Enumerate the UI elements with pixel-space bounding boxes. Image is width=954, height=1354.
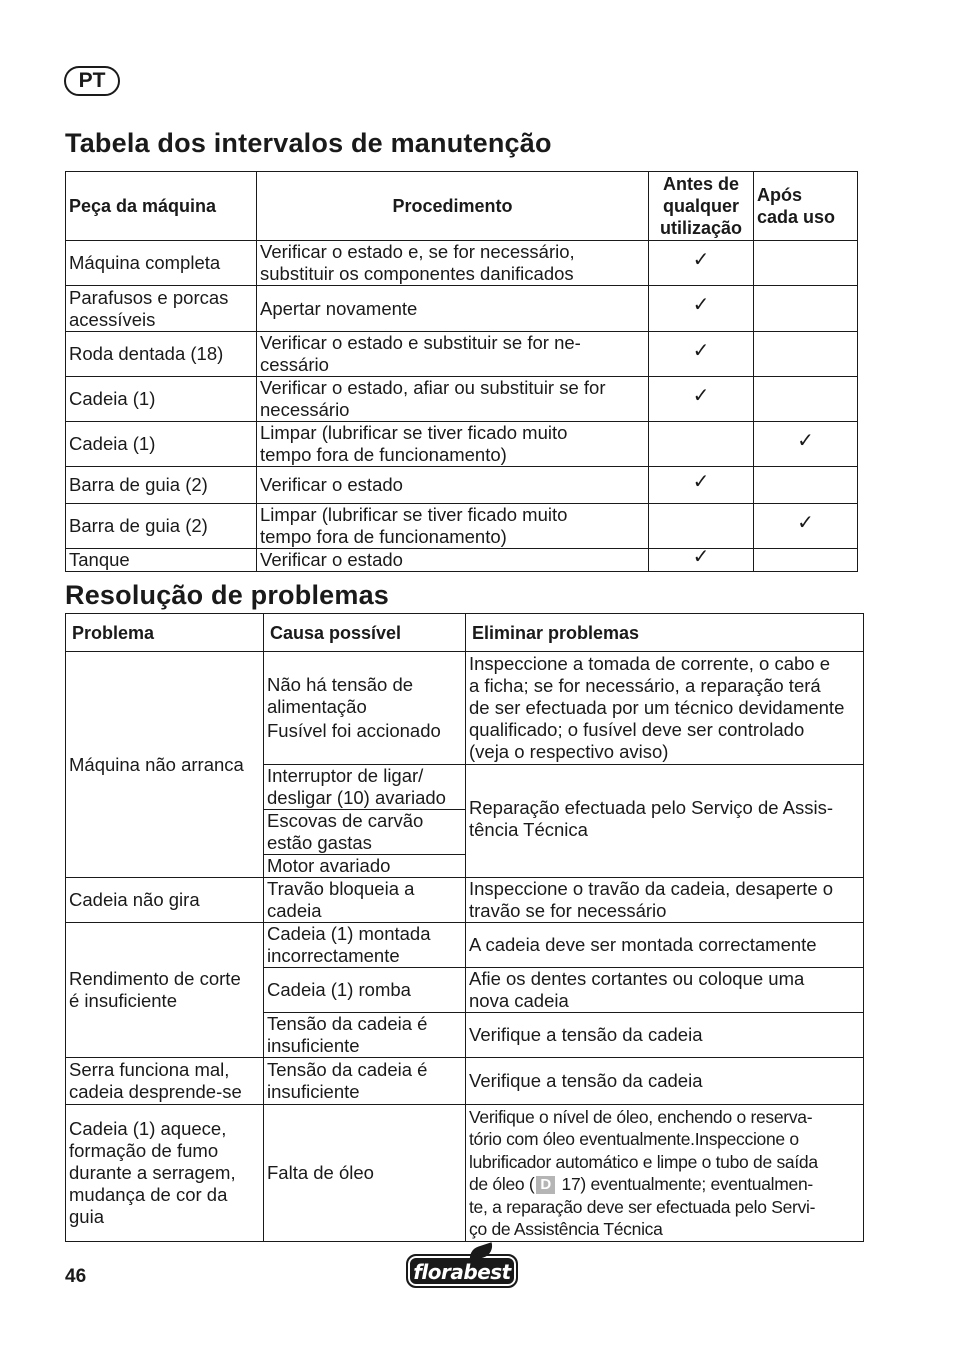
text-line: Serra funciona mal,	[69, 1059, 230, 1080]
text-fragment: de óleo (	[469, 1174, 535, 1194]
text-line: incorrectamente	[267, 945, 400, 966]
cause-cell: Motor avariado	[264, 855, 466, 878]
text-line: Travão bloqueia a	[267, 878, 415, 899]
solution-cell: Verifique a tensão da cadeia	[466, 1013, 864, 1058]
text-line: travão se for necessário	[469, 900, 667, 921]
solution-cell	[466, 968, 864, 1013]
text-line: Reparação efectuada pelo Serviço de Assis-	[469, 797, 834, 818]
part-cell: Cadeia (1)	[66, 377, 257, 422]
empty-cell	[754, 549, 858, 572]
cause-cell	[264, 878, 466, 923]
empty-cell	[754, 241, 858, 286]
part-cell: Tanque	[66, 549, 257, 572]
header-line: cada uso	[757, 207, 836, 227]
text-line: cadeia	[267, 900, 322, 921]
text-line: é insuficiente	[69, 990, 177, 1011]
procedure-cell: Verificar o estado	[257, 549, 649, 572]
text-line: ço de Assistência Técnica	[469, 1219, 663, 1239]
empty-cell	[754, 332, 858, 377]
text-line: Limpar (lubrificar se tiver ficado muito	[260, 504, 568, 525]
problem-cell	[66, 1058, 264, 1105]
text-line	[469, 1173, 860, 1196]
procedure-cell	[257, 241, 649, 286]
table-row	[66, 286, 858, 332]
page-number: 46	[65, 1266, 87, 1287]
text-line: formação de fumo	[69, 1140, 219, 1161]
table-row	[66, 923, 864, 968]
text-line: Tensão da cadeia é	[267, 1059, 428, 1080]
text-line: durante a serragem,	[69, 1162, 236, 1183]
problem-cell: Cadeia não gira	[66, 878, 264, 923]
text-line: Fusível foi accionado	[267, 720, 441, 741]
cause-cell: Falta de óleo	[264, 1105, 466, 1242]
header-after	[754, 172, 858, 241]
part-cell: Roda dentada (18)	[66, 332, 257, 377]
maintenance-table	[65, 171, 858, 572]
text-line: qualificado; o fusível deve ser controlado	[469, 719, 805, 740]
table-row	[66, 241, 858, 286]
header-problem: Problema	[66, 614, 264, 652]
part-cell: Cadeia (1)	[66, 422, 257, 467]
check-icon: ✓	[649, 241, 754, 286]
text-line: nova cadeia	[469, 990, 569, 1011]
text-line: Verificar o estado e substituir se for ne-	[260, 332, 581, 353]
text-line: Verificar o estado, afiar ou substituir se for	[260, 377, 606, 398]
text-line: insuficiente	[267, 1035, 360, 1056]
text-line: Inspeccione o travão da cadeia, desaperte o	[469, 878, 834, 899]
procedure-cell	[257, 377, 649, 422]
text-line: Interruptor de ligar/	[267, 765, 424, 786]
text-line: (veja o respectivo aviso)	[469, 741, 669, 762]
cause-cell	[264, 1013, 466, 1058]
empty-cell	[754, 286, 858, 332]
part-cell: Barra de guia (2)	[66, 467, 257, 504]
header-line: Antes de	[662, 174, 740, 194]
text-line: desligar (10) avariado	[267, 787, 446, 808]
logo-text: florabest	[413, 1260, 511, 1284]
leaf-icon	[467, 1242, 495, 1261]
table-row	[66, 332, 858, 377]
table-row	[66, 878, 864, 923]
solution-cell	[466, 652, 864, 765]
solution-cell	[466, 878, 864, 923]
text-line: guia	[69, 1206, 104, 1227]
table-row	[66, 377, 858, 422]
language-badge: PT	[64, 66, 120, 96]
table-row	[66, 467, 858, 504]
text-line: Rendimento de corte	[69, 968, 241, 989]
cause-cell	[264, 923, 466, 968]
text-line: te, a reparação deve ser efectuada pelo Servi-	[469, 1196, 816, 1217]
empty-cell	[754, 467, 858, 504]
header-line: Após	[757, 185, 802, 205]
procedure-cell	[257, 422, 649, 467]
table-row	[66, 549, 858, 572]
procedure-cell	[257, 332, 649, 377]
text-line: Cadeia (1) aquece,	[69, 1118, 227, 1139]
header-solution: Eliminar problemas	[466, 614, 864, 652]
header-procedure: Procedimento	[257, 172, 649, 241]
header-before	[649, 172, 754, 241]
cause-cell	[264, 810, 466, 855]
text-line: Afie os dentes cortantes ou coloque uma	[469, 968, 805, 989]
text-line: Tensão da cadeia é	[267, 1013, 428, 1034]
text-line: cadeia desprende-se	[69, 1081, 242, 1102]
text-line: Limpar (lubrificar se tiver ficado muito	[260, 422, 568, 443]
cause-cell	[264, 765, 466, 810]
text-line: tempo fora de funcionamento)	[260, 526, 507, 547]
text-line: a ficha; se for necessário, a reparação terá	[469, 675, 821, 696]
solution-cell	[466, 1105, 864, 1242]
solution-cell	[466, 765, 864, 878]
empty-cell	[649, 504, 754, 549]
check-icon: ✓	[649, 377, 754, 422]
table-row	[66, 422, 858, 467]
problem-cell: Máquina não arranca	[66, 652, 264, 878]
problem-cell	[66, 923, 264, 1058]
table-header-row	[66, 614, 864, 652]
empty-cell	[754, 377, 858, 422]
header-part: Peça da máquina	[66, 172, 257, 241]
text-line: Inspeccione a tomada de corrente, o cabo e	[469, 653, 830, 674]
text-line: Escovas de carvão	[267, 810, 424, 831]
maintenance-title: Tabela dos intervalos de manutenção	[65, 128, 552, 158]
text-line: cessário	[260, 354, 329, 375]
table-header-row	[66, 172, 858, 241]
brand-logo	[406, 1254, 518, 1288]
empty-cell	[649, 422, 754, 467]
text-line: acessíveis	[69, 308, 156, 330]
text-line: alimentação	[267, 696, 367, 717]
table-row	[66, 652, 864, 765]
part-cell: Barra de guia (2)	[66, 504, 257, 549]
text-fragment: 17) eventualmente; eventualmen-	[556, 1174, 813, 1194]
procedure-cell: Verificar o estado	[257, 467, 649, 504]
procedure-cell	[257, 504, 649, 549]
table-row	[66, 504, 858, 549]
check-icon: ✓	[649, 286, 754, 332]
table-row	[66, 1105, 864, 1242]
text-line: insuficiente	[267, 1081, 360, 1102]
troubleshooting-title: Resolução de problemas	[65, 580, 389, 610]
text-line: lubrificador automático e limpe o tubo de saída	[469, 1151, 818, 1172]
header-cause: Causa possível	[264, 614, 466, 652]
check-icon: ✓	[754, 504, 858, 549]
solution-cell: Verifique a tensão da cadeia	[466, 1058, 864, 1105]
procedure-cell: Apertar novamente	[257, 286, 649, 332]
check-icon: ✓	[649, 332, 754, 377]
text-line: Verifique o nível de óleo, enchendo o reserva-	[469, 1106, 813, 1127]
text-line: necessário	[260, 399, 350, 420]
text-line: Verificar o estado e, se for necessário,	[260, 241, 575, 262]
cause-cell: Cadeia (1) romba	[264, 968, 466, 1013]
text-line: tência Técnica	[469, 819, 588, 840]
solution-cell: A cadeia deve ser montada correctamente	[466, 923, 864, 968]
part-cell: Máquina completa	[66, 241, 257, 286]
text-line: substituir os componentes danificados	[260, 263, 574, 284]
cause-cell	[264, 1058, 466, 1105]
text-line: Não há tensão de	[267, 674, 414, 695]
header-line: utilização	[659, 218, 743, 238]
check-icon: ✓	[649, 549, 754, 572]
text-line: estão gastas	[267, 832, 372, 853]
text-line: tório com óleo eventualmente.Inspeccione o	[469, 1129, 799, 1149]
text-line: de ser efectuada por um técnico devidamente	[469, 697, 845, 718]
text-line: Cadeia (1) montada	[267, 923, 431, 944]
check-icon: ✓	[754, 422, 858, 467]
check-icon: ✓	[649, 467, 754, 504]
text-line: mudança de cor da	[69, 1184, 228, 1205]
troubleshooting-table	[65, 613, 864, 1242]
problem-cell	[66, 1105, 264, 1242]
header-line: qualquer	[662, 196, 739, 216]
text-line: Parafusos e porcas	[69, 286, 229, 308]
figure-ref-badge: D	[536, 1176, 555, 1194]
part-cell	[66, 286, 257, 332]
text-line: tempo fora de funcionamento)	[260, 444, 507, 465]
table-row	[66, 1058, 864, 1105]
cause-cell	[264, 652, 466, 765]
